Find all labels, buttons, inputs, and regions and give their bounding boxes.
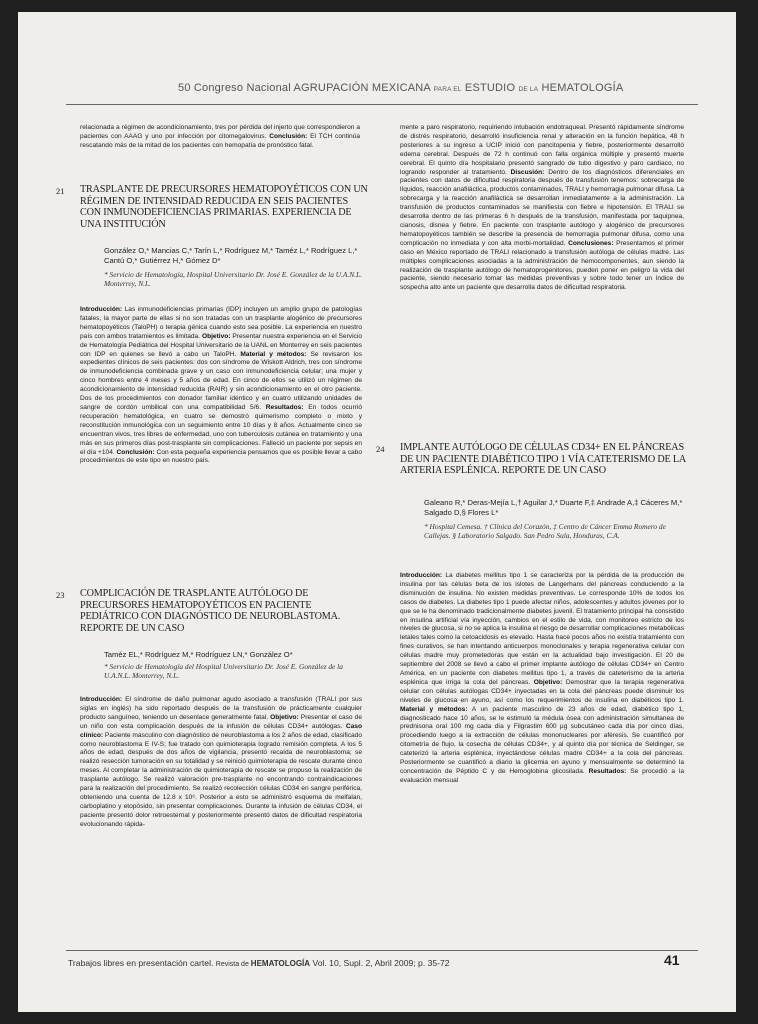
page-header (178, 82, 624, 94)
journal-page (18, 12, 736, 1012)
abstract-21-authors: González O,* Mancias C,* Tarín L,* Rodríguez M,* Taméz L,* Rodríguez L,* Cantú O,* Gutiérrez H,* Gómez D* (104, 246, 358, 265)
header-hematologia: HEMATOLOGÍA (541, 82, 624, 94)
abstract-23-affiliation: * Servicio de Hematología del Hospital Universitario Dr. José E. González de la U.A.N.L. Monterrey, N.L. (104, 662, 343, 681)
header-dela: DE LA (518, 86, 539, 93)
page-footer (68, 958, 450, 968)
header-congress: 50 Congreso Nacional AGRUPACIÓN MEXICANA (178, 82, 431, 94)
footer-journal: Revista de HEMATOLOGÍA (215, 959, 311, 968)
abstract-24-authors: Galeano R,* Deras-Mejía L,† Aguilar J,* Duarte F,‡ Andrade A,‡ Cáceres M,* Salgado D,§ Flores L* (424, 498, 683, 517)
header-para: PARA EL (433, 86, 462, 93)
left-intro-text: relacionada a régimen de acondicionamiento, tres por pérdida del injerto que correspondieron a pacientes con AAAG y uno por infección por citomegalovirus. Conclusión: El TCH continúa rescatando más de la mitad de los pacientes con hemopatía de pronóstico fatal. (80, 124, 360, 149)
abstract-24-number: 24 (376, 444, 385, 454)
right-continuation-text: mente a paro respiratorio, requiriendo intubación endotraqueal. Presentó rápidamente síndrome de distrés respiratorio, desarrolló insuficiencia renal y alteración en la función hepática, 48 h posteriores a su ingreso a UCIP inició con pancitopenia y fiebre, posteriormente desarrolló edema cerebral. Después de 72 h continuó con falla orgánica múltiple y presentó muerte cerebral. El quinto día hospitalario presentó sangrado de tubo digestivo y paro cardiaco, no logrando responder al tratamiento. Discusión: Dentro de los diagnósticos diferenciales en pacientes con datos de dificultad respiratoria después de transfusión tenemos: sobrecarga de líquidos, reacción anafiláctica, productos contaminados, TRALI y hemorragia pulmonar difusa. La sobrecarga y la reacción anafiláctica se desarrollan inmediatamente a la administración. La transfusión de productos contaminados se manifiesta con fiebre e hipotensión. El TRALI se desarrolla dentro de las primeras 6 h después de la transfusión, manifestada por taquipnea, cianosis, disnea y fiebre. En paciente con trasplante autólogo y alogénico de precursores hematopoyéticos también se describe la presencia de hemorragia pulmonar difusa, como una complicación no inmediata y con alta morbi-mortalidad. Conclusiones: Presentamos el primer caso en México reportado de TRALI relacionado a transfusión autóloga de células madre. Las múltiples complicaciones asociadas a la administración de hemocomponentes, aun siendo la realización de trasplante autólogo de hematoprogenitores, pueden poner en peligro la vida del paciente, siendo necesario tomar las medidas preventivas y sobre todo tener un índice de sospecha alto ante un paciente que desarrolla datos de dificultad respiratoria. (400, 124, 684, 292)
footer-rule (66, 950, 698, 951)
abstract-23-title: COMPLICACIÓN DE TRASPLANTE AUTÓLOGO DE PRECURSORES HEMATOPOYÉTICOS EN PACIENTE PEDIÁTRICO CON DIAGNÓSTICO DE NEUROBLASTOMA. REPORTE DE UN CASO (80, 588, 341, 634)
abstract-23-authors: Taméz EL,* Rodríguez M,* Rodríguez LN,* González O* (104, 650, 293, 659)
page-number: 41 (664, 952, 680, 968)
abstract-21-number: 21 (56, 186, 65, 196)
abstract-23-number: 23 (56, 590, 65, 600)
abstract-21-affiliation: * Servicio de Hematología, Hospital Universitario Dr. José E. González de la U.A.N.L. Monterrey, N.L. (104, 270, 363, 289)
abstract-21-title: TRASPLANTE DE PRECURSORES HEMATOPOYÉTICOS CON UN RÉGIMEN DE INTENSIDAD REDUCIDA EN SEIS PACIENTES CON INMUNODEFICIENCIAS PRIMARIAS. EXPERIENCIA DE UNA INSTITUCIÓN (80, 184, 368, 230)
abstract-24-body: Introducción: La diabetes mellitus tipo 1 se caracteriza por la pérdida de la producción de insulina por las células beta de los islotes de Langerhans del páncreas conduciendo a la disminución de insulina. No existen medidas preventivas. Le corresponde 10% de todos los casos de diabetes. La diabetes tipo 1 puede afectar niños, adolescentes y adultos jóvenes por lo que se le ha denominado tradicionalmente diabetes juvenil. El tratamiento principal ha consistido en insulina artificial vía inyección, cambios en el estilo de vida, con monitoreo estricto de los niveles de glucosa, si no se aplica la insulina el riesgo de desarrollar complicaciones metabólicas letales tales como la cetoacidosis es elevado. Hasta hace pocos años no existía tratamiento con fines curativos, se han intentando anticuerpos monoclonales y terapia regenerativa celular con células madre muy prometedoras que están en la actualidad bajo investigación. El 20 de septiembre del 2008 se llevó a cabo el primer implante autólogo de células CD34+ en Centro América, en un paciente con diabetes mellitus tipo 1, a través de cateterismo de la arteria esplénica que irriga la cola del páncreas. Objetivo: Demostrar que la terapia regenerativa celular con células autólogas CD34+ inyectadas en la cola del páncreas puede disminuir los niveles de glucosa en ayuno, así como los requerimientos de insulina en diabéticos tipo 1. Material y métodos: A un paciente masculino de 23 años de edad, diabético tipo 1, diagnosticado hace 10 años, se le estimuló la médula ósea con administración simultanea de prednisona oral 100 mg cada día y Filgrastim 600 µg subcutáneo cada día por cinco días, procediendo luego a la extracción de células mononucleares por aféresis. Se cuantificó por citometría de flujo, la cosecha de células CD34+, y al quinto día por técnica de Seldinger, se cateterizó la arteria esplénica, inyectándose células madre CD34+ a la cola del páncreas. Posteriormente se cuantificó a diario la glicemia en ayuno y mensualmente se determinó la concentración de Péptido C y de Hemoglobina glicosilada. Resultados: Se procedió a la evaluación mensual (400, 572, 685, 784)
abstract-21-body: Introducción: Las inmunodeficiencias primarias (IDP) incluyen un amplio grupo de patologías fatales, la mayor parte de ellas si no son tratadas con un trasplante alogénico de precursores hematopoyéticos (TaloPH) o terapia génica cuando esto sea posible. La experiencia en nuestro país con ambos tratamientos es limitada. Objetivo: Presentar nuestra experiencia en el Servicio de Hematología Pediátrica del Hospital Universitario de la UANL en Monterrey en seis pacientes con IDP en quienes se llevó a cabo un TaloPH. Material y métodos: Se revisaron los expedientes clínicos de seis pacientes: dos con síndrome de Wiskott Aldrich, tres con síndrome de inmunodeficiencia combinada grave y un caso con inmunodeficiencia celular; una mujer y cinco hombres entre 4 meses y 5 años de edad. En cinco de ellos se utilizó un régimen de acondicionamiento de intensidad reducida (RAIR) y sin acondicionamiento en el otro paciente. Dos de los procedimientos con donador familiar idéntico y en cuatro utilizando unidades de sangre de cordón umbilical con una compatibilidad 5/6. Resultados: En todos ocurrió recuperación hematológica, en cuatro se demostró quimerismo completo o mixto y reconstitución inmunológica con un seguimiento entre 10 días y 8 años. Actualmente cinco se encuentran vivos, tres libres de enfermedad, uno con tuberculosis cutánea en tratamiento y una más en sus primeros días post-trasplante sin complicaciones. Falleció un paciente por sepsis en el día +104. Conclusión: Con esta pequeña experiencia pensamos que es posible llevar a cabo procedimientos de este tipo en nuestro país. (80, 306, 362, 465)
footer-citation: Vol. 10, Supl. 2, Abril 2009; p. 35-72 (312, 958, 450, 968)
header-rule (66, 104, 698, 105)
abstract-24-title: IMPLANTE AUTÓLOGO DE CÉLULAS CD34+ EN EL PÁNCREAS DE UN PACIENTE DIABÉTICO TIPO 1 VÍA CATETERISMO DE LA ARTERIA ESPLÉNICA. REPORTE DE UN CASO (400, 442, 686, 477)
header-estudio: ESTUDIO (464, 82, 516, 94)
abstract-23-body: Introducción: El síndrome de daño pulmonar agudo asociado a transfusión (TRALI por sus siglas en inglés) ha sido reportado después de la transfusión de prácticamente cualquier producto sanguíneo, teniendo un desenlace generalmente fatal. Objetivo: Presentar el caso de un niño con esta complicación después de la infusión de células CD34+ autólogas. Caso clínico: Paciente masculino con diagnóstico de neuroblastoma a los 2 años de edad, clasificado como neuroblastoma E IV-S; fue tratado con quimioterapia logrado remisión completa. A los 5 años de edad, después de dos años de vigilancia, presentó recaída de neuroblastoma; se realizó resección tumoración en su totalidad y se reinició quimioterapia de rescate durante cinco meses. Al completar la administración de quimioterapia de rescate se propuso la realización de trasplante autólogo. Se realizó valoración pre-trasplante no encontrando contraindicaciones para la realización del procedimiento. Se realizó recolección células CD34 en sangre periférica, obteniendo una cuenta de 12.8 x 10⁶. Posterior a esto se administró esquema de melfalan, carboplatino y etopósido, sin presentar complicaciones. Durante la infusión de células CD34, el paciente presentó dolor retroesternal y posteriormente presentó datos de dificultad respiratoria evolucionando rápida- (80, 696, 362, 828)
abstract-24-affiliation: * Hospital Cemesa. † Clínica del Corazón, ‡ Centro de Cáncer Emma Romero de Callejas. § Laboratorio Salgado. San Pedro Sula, Honduras, C.A. (424, 522, 666, 541)
footer-text: Trabajos libres en presentación cartel. (68, 958, 214, 968)
